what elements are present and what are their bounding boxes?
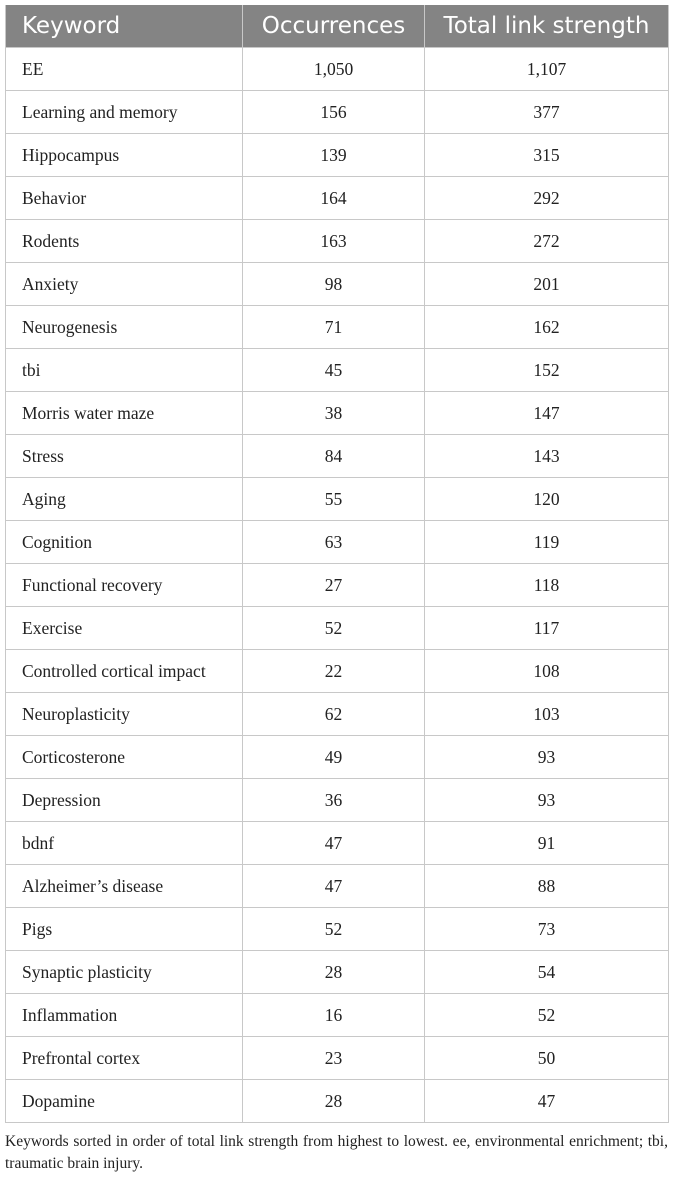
total-link-strength-cell: 117 — [425, 607, 669, 650]
occurrences-cell: 1,050 — [243, 48, 425, 91]
keyword-cell: Neuroplasticity — [6, 693, 243, 736]
occurrences-cell: 164 — [243, 177, 425, 220]
keyword-cell: Inflammation — [6, 994, 243, 1037]
keyword-cell: Exercise — [6, 607, 243, 650]
total-link-strength-cell: 54 — [425, 951, 669, 994]
keyword-cell: Morris water maze — [6, 392, 243, 435]
total-link-strength-cell: 1,107 — [425, 48, 669, 91]
table-row — [6, 48, 669, 91]
keyword-cell: Alzheimer’s disease — [6, 865, 243, 908]
occurrences-cell: 47 — [243, 865, 425, 908]
total-link-strength-cell: 91 — [425, 822, 669, 865]
occurrences-cell: 52 — [243, 607, 425, 650]
table-row — [6, 607, 669, 650]
total-link-strength-cell: 118 — [425, 564, 669, 607]
table-row — [6, 650, 669, 693]
total-link-strength-cell: 120 — [425, 478, 669, 521]
occurrences-cell: 28 — [243, 1080, 425, 1123]
table-row — [6, 951, 669, 994]
total-link-strength-cell: 93 — [425, 779, 669, 822]
keyword-cell: Controlled cortical impact — [6, 650, 243, 693]
total-link-strength-cell: 47 — [425, 1080, 669, 1123]
keyword-table-container — [5, 5, 668, 1123]
table-row — [6, 994, 669, 1037]
occurrences-cell: 27 — [243, 564, 425, 607]
table-row — [6, 263, 669, 306]
table-row — [6, 478, 669, 521]
keyword-cell: Depression — [6, 779, 243, 822]
table-row — [6, 91, 669, 134]
keyword-cell: Cognition — [6, 521, 243, 564]
table-row — [6, 865, 669, 908]
occurrences-cell: 49 — [243, 736, 425, 779]
occurrences-cell: 52 — [243, 908, 425, 951]
table-row — [6, 521, 669, 564]
total-link-strength-cell: 143 — [425, 435, 669, 478]
keyword-cell: Neurogenesis — [6, 306, 243, 349]
header-total-link-strength: Total link strength — [425, 5, 669, 48]
table-row — [6, 908, 669, 951]
table-body — [6, 48, 669, 1123]
keyword-cell: Anxiety — [6, 263, 243, 306]
total-link-strength-cell: 103 — [425, 693, 669, 736]
total-link-strength-cell: 52 — [425, 994, 669, 1037]
keyword-cell: Rodents — [6, 220, 243, 263]
table-footnote: Keywords sorted in order of total link strength from highest to lowest. ee, environmental enrichment; tbi, traumatic brain injury. — [5, 1133, 668, 1172]
total-link-strength-cell: 162 — [425, 306, 669, 349]
occurrences-cell: 23 — [243, 1037, 425, 1080]
keyword-cell: Synaptic plasticity — [6, 951, 243, 994]
keyword-cell: EE — [6, 48, 243, 91]
table-row — [6, 822, 669, 865]
header-keyword: Keyword — [6, 5, 243, 48]
table-row — [6, 693, 669, 736]
total-link-strength-cell: 377 — [425, 91, 669, 134]
table-row — [6, 779, 669, 822]
total-link-strength-cell: 119 — [425, 521, 669, 564]
table-row — [6, 134, 669, 177]
table-row — [6, 306, 669, 349]
occurrences-cell: 45 — [243, 349, 425, 392]
total-link-strength-cell: 88 — [425, 865, 669, 908]
header-occurrences: Occurrences — [243, 5, 425, 48]
keyword-cell: Learning and memory — [6, 91, 243, 134]
total-link-strength-cell: 108 — [425, 650, 669, 693]
occurrences-cell: 63 — [243, 521, 425, 564]
table-header — [6, 5, 669, 48]
table-row — [6, 435, 669, 478]
total-link-strength-cell: 272 — [425, 220, 669, 263]
keyword-cell: Pigs — [6, 908, 243, 951]
keyword-cell: Dopamine — [6, 1080, 243, 1123]
total-link-strength-cell: 93 — [425, 736, 669, 779]
keyword-table — [5, 5, 669, 1123]
table-row — [6, 736, 669, 779]
occurrences-cell: 163 — [243, 220, 425, 263]
total-link-strength-cell: 50 — [425, 1037, 669, 1080]
keyword-cell: tbi — [6, 349, 243, 392]
occurrences-cell: 38 — [243, 392, 425, 435]
total-link-strength-cell: 73 — [425, 908, 669, 951]
total-link-strength-cell: 315 — [425, 134, 669, 177]
total-link-strength-cell: 292 — [425, 177, 669, 220]
table-row — [6, 1080, 669, 1123]
table-row — [6, 349, 669, 392]
keyword-cell: bdnf — [6, 822, 243, 865]
keyword-cell: Functional recovery — [6, 564, 243, 607]
keyword-cell: Stress — [6, 435, 243, 478]
keyword-cell: Hippocampus — [6, 134, 243, 177]
total-link-strength-cell: 152 — [425, 349, 669, 392]
occurrences-cell: 22 — [243, 650, 425, 693]
keyword-cell: Behavior — [6, 177, 243, 220]
header-row — [6, 5, 669, 48]
keyword-cell: Corticosterone — [6, 736, 243, 779]
table-row — [6, 564, 669, 607]
occurrences-cell: 55 — [243, 478, 425, 521]
table-row — [6, 177, 669, 220]
occurrences-cell: 84 — [243, 435, 425, 478]
keyword-cell: Prefrontal cortex — [6, 1037, 243, 1080]
total-link-strength-cell: 201 — [425, 263, 669, 306]
table-row — [6, 220, 669, 263]
total-link-strength-cell: 147 — [425, 392, 669, 435]
occurrences-cell: 71 — [243, 306, 425, 349]
occurrences-cell: 98 — [243, 263, 425, 306]
occurrences-cell: 36 — [243, 779, 425, 822]
occurrences-cell: 156 — [243, 91, 425, 134]
occurrences-cell: 16 — [243, 994, 425, 1037]
occurrences-cell: 47 — [243, 822, 425, 865]
table-row — [6, 392, 669, 435]
occurrences-cell: 139 — [243, 134, 425, 177]
table-row — [6, 1037, 669, 1080]
occurrences-cell: 28 — [243, 951, 425, 994]
keyword-cell: Aging — [6, 478, 243, 521]
occurrences-cell: 62 — [243, 693, 425, 736]
